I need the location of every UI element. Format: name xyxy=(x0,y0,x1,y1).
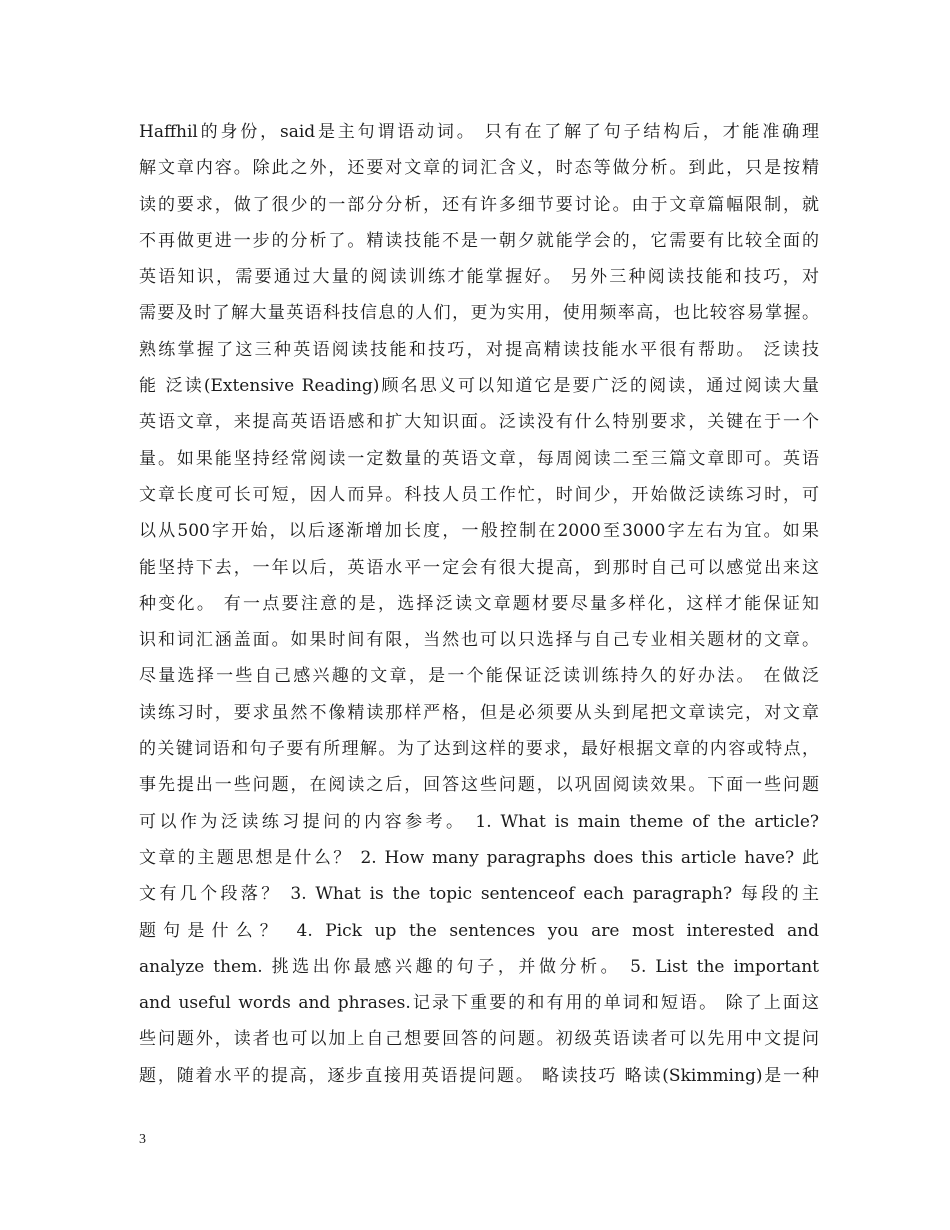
text-line: 英语文章，来提高英语语感和扩大知识面。泛读没有什么特别要求，关键在于一个 xyxy=(139,412,819,433)
text-line: 可以作为泛读练习提问的内容参考。 1. What is main theme of the article? xyxy=(139,811,819,832)
text-line: 文章长度可长可短，因人而异。科技人员工作忙，时间少，开始做泛读练习时，可 xyxy=(139,484,819,505)
text-line: 能 泛读(Extensive Reading)顾名思义可以知道它是要广泛的阅读，通过阅读大量 xyxy=(139,376,819,397)
text-line: 些问题外，读者也可以加上自己想要回答的问题。初级英语读者可以先用中文提问 xyxy=(139,1029,819,1050)
text-line: 的关键词语和句子要有所理解。为了达到这样的要求，最好根据文章的内容或特点， xyxy=(139,739,819,760)
text-line: 英语知识，需要通过大量的阅读训练才能掌握好。 另外三种阅读技能和技巧，对 xyxy=(139,267,819,288)
text-line: 读练习时，要求虽然不像精读那样严格，但是必须要从头到尾把文章读完，对文章 xyxy=(139,702,819,723)
text-line: and useful words and phrases.记录下重要的和有用的单词和短语。 除了上面这 xyxy=(139,993,819,1014)
text-line: 文章的主题思想是什么？ 2. How many paragraphs does this article have? 此 xyxy=(139,847,819,868)
text-line: 读的要求，做了很少的一部分分析，还有许多细节要讨论。由于文章篇幅限制，就 xyxy=(139,194,819,215)
text-line: analyze them. 挑选出你最感兴趣的句子，并做分析。 5. List the important xyxy=(139,956,819,977)
text-line: 量。如果能坚持经常阅读一定数量的英语文章，每周阅读二至三篇文章即可。英语 xyxy=(139,448,819,469)
text-line: 解文章内容。除此之外，还要对文章的词汇含义，时态等做分析。到此，只是按精 xyxy=(139,158,819,179)
body-text xyxy=(139,114,819,1094)
text-line: Haffhil的身份，said是主句谓语动词。 只有在了解了句子结构后，才能准确理 xyxy=(139,122,819,142)
text-line: 需要及时了解大量英语科技信息的人们，更为实用，使用频率高，也比较容易掌握。 xyxy=(139,303,819,324)
text-line: 文有几个段落？ 3. What is the topic sentenceof each paragraph? 每段的主 xyxy=(139,884,819,905)
page-number: 3 xyxy=(139,1132,146,1147)
text-line: 事先提出一些问题，在阅读之后，回答这些问题，以巩固阅读效果。下面一些问题 xyxy=(139,775,819,796)
text-line: 以从500字开始，以后逐渐增加长度，一般控制在2000至3000字左右为宜。如果 xyxy=(139,521,819,542)
text-line: 熟练掌握了这三种英语阅读技能和技巧，对提高精读技能水平很有帮助。 泛读技 xyxy=(139,339,819,360)
text-line: 题，随着水平的提高，逐步直接用英语提问题。 略读技巧 略读(Skimming)是一种 xyxy=(139,1065,819,1086)
text-line: 种变化。 有一点要注意的是，选择泛读文章题材要尽量多样化，这样才能保证知 xyxy=(139,593,819,614)
text-line: 尽量选择一些自己感兴趣的文章，是一个能保证泛读训练持久的好办法。 在做泛 xyxy=(139,666,819,687)
text-line: 识和词汇涵盖面。如果时间有限，当然也可以只选择与自己专业相关题材的文章。 xyxy=(139,630,819,651)
text-line: 不再做更进一步的分析了。精读技能不是一朝夕就能学会的，它需要有比较全面的 xyxy=(139,230,819,251)
text-line: 题句是什么？ 4. Pick up the sentences you are most interested and xyxy=(139,920,819,941)
text-line: 能坚持下去，一年以后，英语水平一定会有很大提高，到那时自己可以感觉出来这 xyxy=(139,557,819,578)
